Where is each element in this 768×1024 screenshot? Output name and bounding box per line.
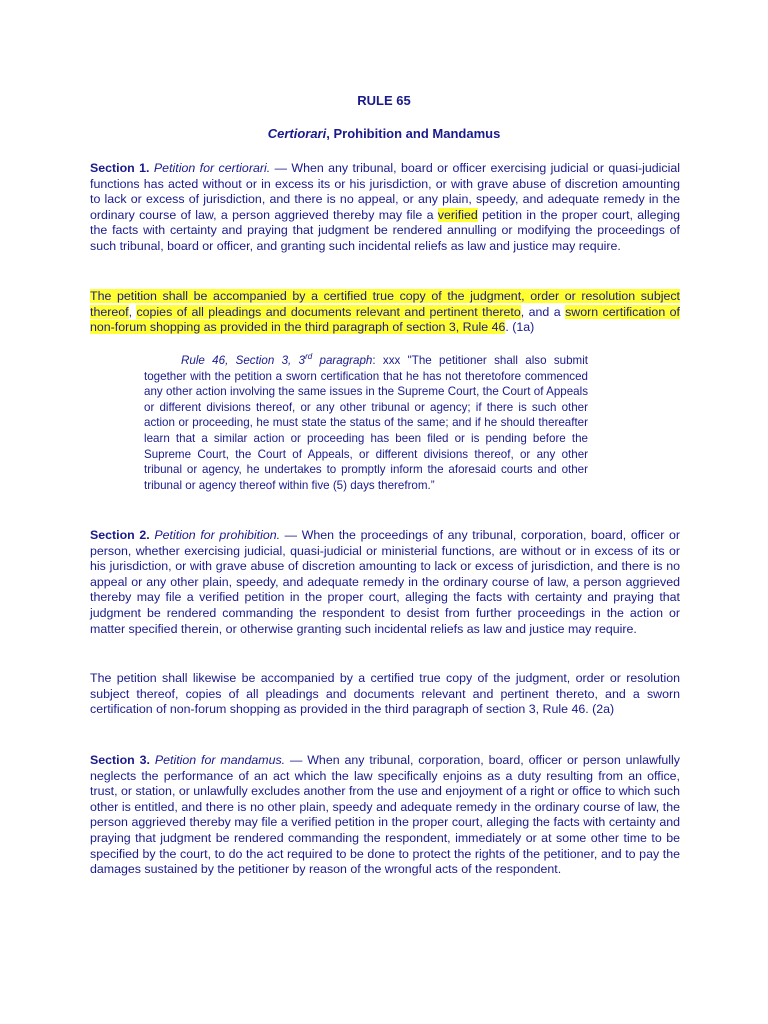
subtitle-italic: Certiorari [267,126,327,141]
separator-a: , [128,304,137,319]
section-3-text: — When any tribunal, corporation, board, officer or person unlawfully neglects the performance of an act which the law specifically enjoins as a duty resulting from an office, trust, or station, or unlawfully excludes another from the use and enjoyment of a right or office to which such other is entitled, and there is no other plain, speedy and adequate remedy in the ordinary course of law, the person aggrieved thereby may file a verified petition in the proper court, alleging the facts with certainty and praying that judgment be rendered commanding the respondent, immediately or at some other time to be specified by the court, to do the act required to be done to protect the rights of the petitioner, and to pay the damages sustained by the petitioner by reason of the wrongful acts of the respondent. [90,753,681,877]
highlight-pleadings: copies of all pleadings and documents relevant and pertinent thereto [136,304,521,319]
section-1-text-b: petition in the proper court, alleging the facts with certainty and praying that judgment be rendered annulling or modifying the proceedings of such tribunal, board or officer, and granting such incidental reliefs as law and justice may require. [90,207,680,253]
rule-title: RULE 65 [357,93,411,108]
quote-ref-pre: Rule 46, Section 3, 3 [181,354,306,367]
rule-subtitle [0,126,768,141]
section-2-caption: Petition for prohibition. [154,528,281,542]
separator-b: , and a [520,304,566,319]
section-1-text-a: — When any tribunal, board or officer exercising judicial or quasi-judicial functions has acted without or in excess its or his jurisdiction, or with grave abuse of discretion amounting to lack or excess of jurisdiction, and there is no appeal, or any plain, speedy, and adequate remedy in the ordinary course of law, a person aggrieved thereby may file a [90,161,681,222]
section-1-paragraph [90,161,680,255]
subtitle-rest: , Prohibition and Mandamus [326,126,501,141]
section-1-heading: Section 1. [90,161,150,175]
quote-ref-sup: rd [305,352,313,362]
section-3-paragraph [90,753,680,878]
paragraph-tail: . (1a) [505,320,535,335]
section-1-caption: Petition for certiorari. [153,161,271,175]
section-1-paragraph-2 [90,289,680,336]
highlight-verified: verified [437,207,478,222]
section-2-paragraph-2: The petition shall likewise be accompanied by a certified true copy of the judgment, order or resolution subject thereof, copies of all pleadings and documents relevant and pertinent thereto, and a sworn certification of non-forum shopping as provided in the third paragraph of section 3, Rule 46. (2a) [90,671,680,717]
quote-ref-post: paragraph [312,354,373,367]
section-2-heading: Section 2. [90,528,150,542]
highlight-certified-copy: The petition shall be accompanied by a certified true copy of the judgment, order or resolution subject thereof [90,289,680,319]
section-2-text: — When the proceedings of any tribunal, corporation, board, officer or person, whether exercising judicial, quasi-judicial or ministerial functions, are without or in excess of its or his jurisdiction, or with grave abuse of discretion amounting to lack or excess of jurisdiction, and there is no appeal or any other plain, speedy, and adequate remedy in the ordinary course of law, a person aggrieved thereby may file a verified petition in the proper court, alleging the facts with certainty and praying that judgment be rendered commanding the respondent to desist from further proceedings in the action or matter specified therein, or otherwise granting such incidental reliefs as law and justice may require. [90,528,680,636]
section-3-caption: Petition for mandamus. [154,753,286,767]
highlight-sworn-certification: sworn certification of non-forum shopping as provided in the third paragraph of section 3, Rule 46 [90,304,680,335]
quote-body: : xxx "The petitioner shall also submit together with the petition a sworn certification that he has not theretofore commenced any other action involving the same issues in the Supreme Court, the Court of Appeals or different divisions thereof, or any other tribunal or agency; if there is such other action or proceeding, he must state the status of the same; and if he should thereafter learn that a similar action or proceeding has been filed or is pending before the Supreme Court, the Court of Appeals, or different divisions thereof, or any other tribunal or agency, he undertakes to promptly inform the aforesaid courts and other tribunal or agency thereof within five (5) days therefrom.” [144,354,588,492]
section-3-heading: Section 3. [90,753,150,767]
rule-46-quote [144,353,588,493]
section-2-paragraph [90,528,680,637]
quote-reference [181,354,372,367]
